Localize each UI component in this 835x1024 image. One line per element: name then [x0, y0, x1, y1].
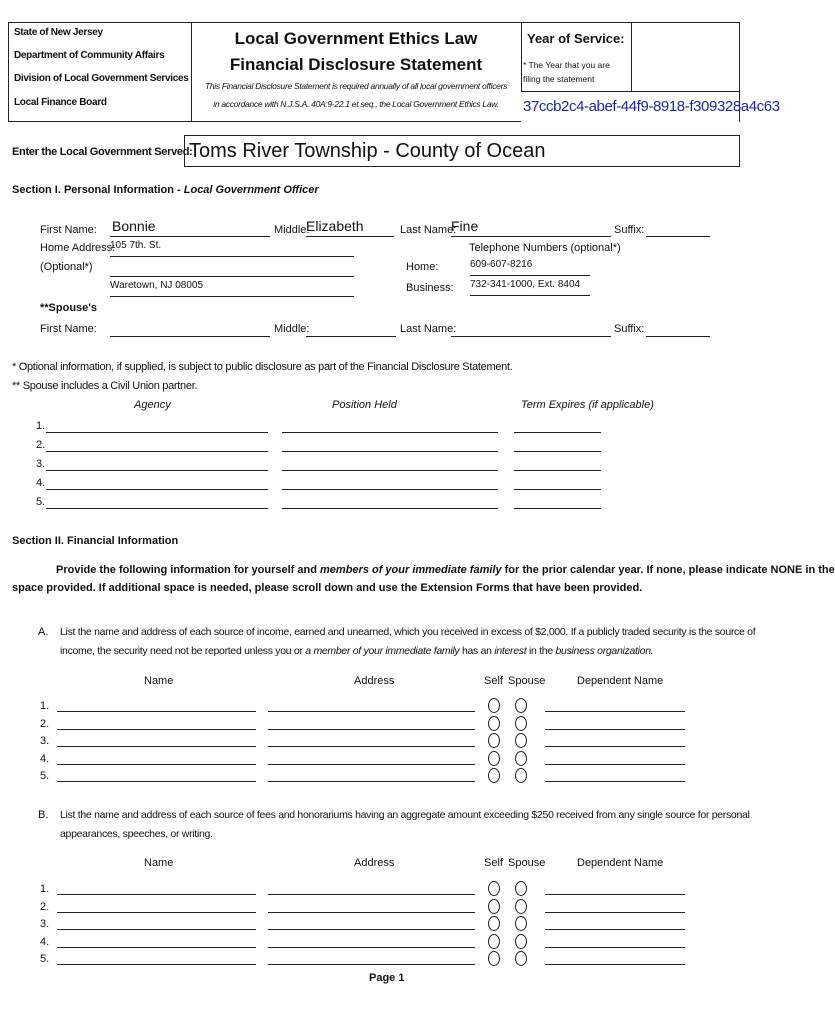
fees-self-radio[interactable]	[488, 951, 500, 966]
last-name-value: Fine	[451, 218, 479, 234]
spouse-suffix-label: Suffix:	[614, 323, 645, 335]
business-phone-field[interactable]	[470, 279, 590, 296]
header-box	[8, 22, 780, 122]
part-a-letter: A.	[38, 626, 49, 638]
income-dependent-field[interactable]	[545, 729, 685, 730]
income-address-field[interactable]	[268, 711, 475, 712]
fees-dependent-field[interactable]	[545, 894, 685, 895]
col-agency: Agency	[134, 399, 171, 411]
served-label: Enter the Local Government Served:	[12, 146, 193, 158]
fees-address-field[interactable]	[268, 929, 475, 930]
home-phone-label: Home:	[406, 261, 439, 273]
fees-spouse-radio[interactable]	[515, 881, 527, 896]
income-dependent-field[interactable]	[545, 764, 685, 765]
position-field[interactable]	[282, 489, 498, 490]
fees-col-self: Self	[484, 857, 503, 869]
income-col-self: Self	[484, 675, 503, 687]
title-cell	[191, 23, 522, 121]
agency-line-4: Local Finance Board	[14, 97, 107, 108]
fees-dependent-field[interactable]	[545, 964, 685, 965]
doc-id-field[interactable]	[521, 91, 780, 123]
agency-line-3: Division of Local Government Services	[14, 73, 189, 84]
form-subtitle-2: in accordance with N.J.S.A. 40A:9-22.1 et seq., the Local Government Ethics Law.	[213, 99, 499, 109]
income-dependent-field[interactable]	[545, 746, 685, 747]
spouse-middle-label: Middle:	[274, 323, 310, 335]
fees-self-radio[interactable]	[488, 916, 500, 931]
fees-address-field[interactable]	[268, 947, 475, 948]
income-spouse-radio[interactable]	[515, 698, 527, 713]
year-label: Year of Service:	[527, 31, 625, 46]
fees-spouse-radio[interactable]	[515, 916, 527, 931]
income-col-spouse: Spouse	[508, 675, 546, 687]
section2-intro-line1	[56, 564, 835, 576]
agency-cell	[9, 23, 192, 121]
income-dependent-field[interactable]	[545, 711, 685, 712]
position-field[interactable]	[282, 508, 498, 509]
income-spouse-radio[interactable]	[515, 751, 527, 766]
spouse-label-text: **Spouse's	[40, 302, 98, 314]
first-name-field[interactable]	[110, 218, 270, 237]
fees-row-number: 1.	[40, 883, 50, 895]
form-title-1: Local Government Ethics Law	[234, 29, 478, 48]
section2-heading: Section II. Financial Information	[12, 535, 179, 547]
address-line-3-field[interactable]	[110, 280, 354, 297]
agency-row-number: 4.	[36, 477, 46, 489]
income-self-radio[interactable]	[488, 768, 500, 783]
income-self-radio[interactable]	[488, 698, 500, 713]
agency-field[interactable]	[46, 432, 268, 433]
part-a-text-1: List the name and address of each source of income, earned and unearned, which you received in excess of $2,000. If a publicly traded security is the source of	[60, 626, 756, 638]
fees-spouse-radio[interactable]	[515, 951, 527, 966]
spouse-first-name-field[interactable]	[110, 320, 270, 337]
a2-part-a: income, the security need not be reported unless you or	[60, 645, 306, 657]
fees-address-field[interactable]	[268, 894, 475, 895]
income-self-radio[interactable]	[488, 733, 500, 748]
form-title-2: Financial Disclosure Statement	[229, 55, 483, 74]
position-field[interactable]	[282, 432, 498, 433]
col-position: Position Held	[332, 399, 397, 411]
position-field[interactable]	[282, 451, 498, 452]
spouse-last-field[interactable]	[451, 320, 611, 337]
fees-name-field[interactable]	[57, 964, 256, 965]
income-address-field[interactable]	[268, 764, 475, 765]
address-line-1-value: 105 7th. St.	[110, 240, 162, 251]
intro-part-a: Provide the following information for yourself and	[56, 564, 321, 576]
part-b-letter: B.	[38, 809, 49, 821]
income-self-radio[interactable]	[488, 751, 500, 766]
agency-row-number: 1.	[36, 420, 46, 432]
middle-name-field[interactable]	[306, 218, 394, 237]
a2-part-f: business organization.	[555, 645, 654, 657]
income-address-field[interactable]	[268, 746, 475, 747]
fees-self-radio[interactable]	[488, 934, 500, 949]
fees-spouse-radio[interactable]	[515, 899, 527, 914]
term-field[interactable]	[514, 432, 601, 433]
page-number: Page 1	[369, 972, 405, 984]
phone-heading: Telephone Numbers (optional*)	[469, 242, 621, 254]
income-row-number: 4.	[40, 752, 50, 765]
fees-address-field[interactable]	[268, 912, 475, 913]
spouse-middle-field[interactable]	[306, 320, 396, 337]
home-phone-value: 609-607-8216	[470, 259, 533, 270]
fees-dependent-field[interactable]	[545, 912, 685, 913]
term-field[interactable]	[514, 508, 601, 509]
agency-field[interactable]	[46, 470, 268, 471]
income-spouse-radio[interactable]	[515, 733, 527, 748]
agency-field[interactable]	[46, 489, 268, 490]
a2-part-d: interest	[494, 645, 527, 657]
income-col-dependent: Dependent Name	[577, 675, 664, 687]
position-field[interactable]	[282, 470, 498, 471]
section1-heading-text: Section I. Personal Information -	[12, 184, 184, 196]
fees-name-field[interactable]	[57, 929, 256, 930]
income-address-field[interactable]	[268, 729, 475, 730]
income-col-name: Name	[144, 675, 174, 687]
fees-name-field[interactable]	[57, 894, 256, 895]
part-a-text-2	[60, 645, 653, 657]
first-name-value: Bonnie	[112, 218, 156, 234]
last-name-label: Last Name:	[400, 224, 457, 236]
income-row-number: 2.	[40, 717, 50, 730]
income-row-number: 3.	[40, 735, 50, 747]
optional-label: (Optional*)	[40, 261, 93, 273]
income-self-radio[interactable]	[488, 716, 500, 731]
year-note: * The Year that you are filing the statement	[523, 60, 610, 84]
address-line-1-field[interactable]	[110, 240, 354, 257]
fees-col-address: Address	[354, 857, 395, 869]
agency-field[interactable]	[46, 508, 268, 509]
income-row-number: 1.	[40, 700, 50, 712]
doc-id-value: 37ccb2c4-abef-44f9-8918-f309328a4c63	[523, 98, 780, 115]
agency-line-1: State of New Jersey	[14, 27, 103, 38]
income-spouse-radio[interactable]	[515, 716, 527, 731]
fees-col-name: Name	[144, 857, 174, 869]
first-name-label: First Name:	[40, 224, 97, 236]
fees-row-number: 4.	[40, 935, 50, 948]
fees-row-number: 3.	[40, 918, 50, 930]
fees-address-field[interactable]	[268, 964, 475, 965]
last-name-field[interactable]	[451, 218, 611, 237]
income-address-field[interactable]	[268, 781, 475, 782]
fees-name-field[interactable]	[57, 947, 256, 948]
optional-note: * Optional information, if supplied, is subject to public disclosure as part of the Financial Disclosure Statement.	[12, 361, 513, 373]
agency-line-2: Department of Community Affairs	[14, 50, 165, 61]
part-b-text-1: List the name and address of each source of fees and honorariums having an aggregate amount exceeding $250 received from any single source for personal	[60, 809, 750, 821]
agency-row-number: 3.	[36, 458, 46, 470]
business-phone-value: 732-341-1000, Ext. 8404	[470, 279, 581, 290]
home-phone-field[interactable]	[470, 259, 590, 276]
income-name-field[interactable]	[57, 729, 256, 730]
spouse-last-label: Last Name:	[400, 323, 457, 335]
term-field[interactable]	[514, 470, 601, 471]
served-input[interactable]	[184, 135, 740, 167]
address-line-3-value: Waretown, NJ 08005	[110, 280, 204, 291]
income-name-field[interactable]	[57, 746, 256, 747]
spouse-note: ** Spouse includes a Civil Union partner.	[12, 380, 198, 392]
middle-name-label: Middle:	[274, 224, 310, 236]
fees-self-radio[interactable]	[488, 899, 500, 914]
agency-row-number: 2.	[36, 439, 46, 451]
year-input[interactable]	[631, 23, 739, 91]
spouse-first-name-label: First Name:	[40, 323, 97, 335]
address-line-2-field[interactable]	[110, 260, 354, 277]
income-dependent-field[interactable]	[545, 781, 685, 782]
fees-spouse-radio[interactable]	[515, 934, 527, 949]
a2-part-c: has an	[459, 645, 495, 657]
suffix-label: Suffix:	[614, 224, 645, 236]
fees-name-field[interactable]	[57, 912, 256, 913]
section1-heading	[12, 184, 319, 196]
fees-row-number: 5.	[40, 953, 50, 965]
term-field[interactable]	[514, 489, 601, 490]
income-name-field[interactable]	[57, 764, 256, 765]
income-col-address: Address	[354, 675, 395, 687]
fees-col-spouse: Spouse	[508, 857, 546, 869]
income-name-field[interactable]	[57, 711, 256, 712]
income-spouse-radio[interactable]	[515, 768, 527, 783]
section2-intro-line2: space provided. If additional space is needed, please scroll down and use the Extension Forms that have been provided.	[12, 582, 643, 594]
agency-row-number: 5.	[36, 496, 46, 508]
served-value: Toms River Township - County of Ocean	[189, 140, 546, 162]
agency-field[interactable]	[46, 451, 268, 452]
income-row-number: 5.	[40, 770, 50, 782]
term-field[interactable]	[514, 451, 601, 452]
income-name-field[interactable]	[57, 781, 256, 782]
part-b-text-2: appearances, speeches, or writing.	[60, 828, 213, 840]
intro-part-c: for the prior calendar year. If none, please indicate NONE in the	[501, 564, 835, 576]
form-subtitle-1: This Financial Disclosure Statement is required annually of all local government officers	[204, 81, 508, 91]
business-phone-label: Business:	[406, 282, 454, 294]
spouse-label	[40, 302, 97, 314]
fees-col-dependent: Dependent Name	[577, 857, 664, 869]
home-address-label: Home Address:	[40, 242, 116, 254]
middle-name-value: Elizabeth	[306, 218, 364, 234]
section1-heading-italic: Local Government Officer	[183, 184, 319, 196]
col-term: Term Expires (if applicable)	[521, 399, 654, 411]
fees-dependent-field[interactable]	[545, 929, 685, 930]
fees-self-radio[interactable]	[488, 881, 500, 896]
suffix-field[interactable]	[646, 218, 710, 237]
spouse-suffix-field[interactable]	[646, 320, 710, 337]
a2-part-b: a member of your immediate family	[305, 645, 460, 657]
intro-part-b: members of your immediate family	[320, 564, 502, 576]
fees-dependent-field[interactable]	[545, 947, 685, 948]
fees-row-number: 2.	[40, 900, 50, 913]
a2-part-e: in the	[526, 645, 556, 657]
